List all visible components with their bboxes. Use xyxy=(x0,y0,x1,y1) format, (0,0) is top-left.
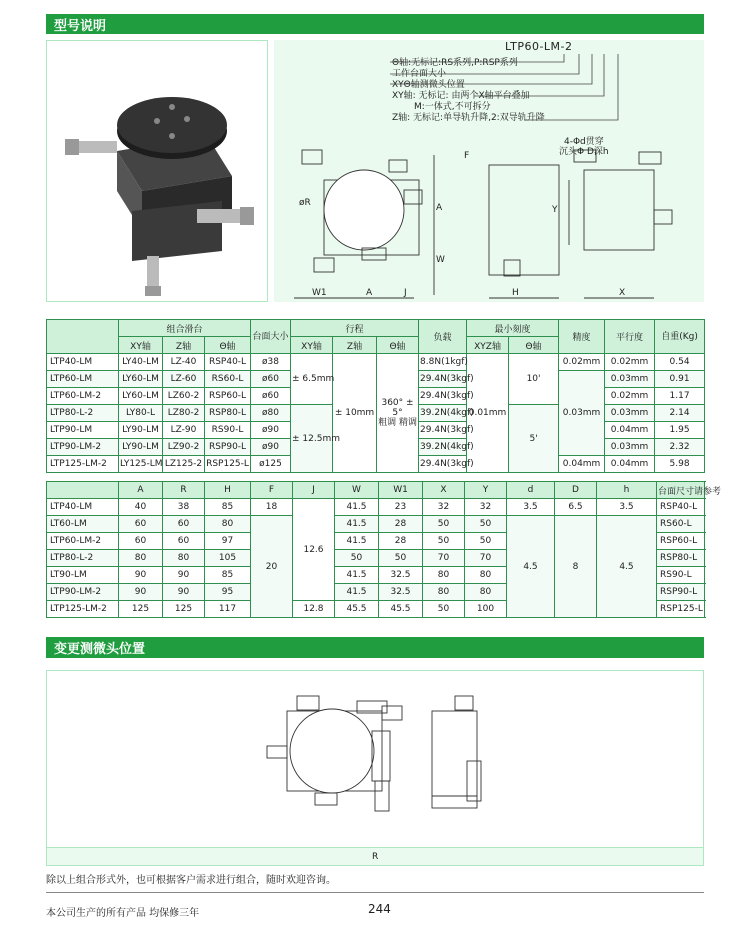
hdr-Y: Y xyxy=(465,482,507,499)
row-W1: 50 xyxy=(379,550,423,567)
micrometer-drawings xyxy=(47,671,703,847)
row-X: 50 xyxy=(423,601,465,618)
row-model: LTP40-LM xyxy=(47,354,119,371)
row-W: 41.5 xyxy=(335,516,379,533)
row-R: 90 xyxy=(163,567,205,584)
row-ref: RS90-L xyxy=(657,567,705,584)
row-W: 50 xyxy=(335,550,379,567)
dim-X: X xyxy=(619,288,626,298)
hdr-R: R xyxy=(163,482,205,499)
page-number: 244 xyxy=(368,902,391,916)
row-W1: 28 xyxy=(379,516,423,533)
hdr-scale-xyz: XYZ轴 xyxy=(467,337,509,354)
row-size: ø90 xyxy=(251,422,291,439)
hdr-combo-theta: Θ轴 xyxy=(205,337,251,354)
row-weight: 2.14 xyxy=(655,405,705,422)
accuracy-c: 0.04mm xyxy=(559,456,605,473)
section-header-model xyxy=(46,14,704,34)
row-model: LT90-LM xyxy=(47,567,119,584)
row-model: LTP80-L-2 xyxy=(47,550,119,567)
legend-theta: Θ轴:无标记:RS系列,P:RSP系列 xyxy=(392,58,518,68)
row-weight: 0.54 xyxy=(655,354,705,371)
row-load: 39.2N(4kgf) xyxy=(419,405,467,422)
row-xy: LY90-LM xyxy=(119,439,163,456)
row-A: 90 xyxy=(119,567,163,584)
row-A: 125 xyxy=(119,601,163,618)
footer-divider xyxy=(46,892,704,893)
d-first: 3.5 xyxy=(507,499,555,516)
section-header-micrometer xyxy=(46,637,704,657)
row-A: 40 xyxy=(119,499,163,516)
row-z: LZ80-2 xyxy=(163,405,205,422)
row-size: ø80 xyxy=(251,405,291,422)
row-weight: 0.91 xyxy=(655,371,705,388)
row-ref: RSP90-L xyxy=(657,584,705,601)
section-title: 型号说明 xyxy=(54,19,107,34)
row-theta: RS60-L xyxy=(205,371,251,388)
row-parallel: 0.04mm xyxy=(605,456,655,473)
row-H: 117 xyxy=(205,601,251,618)
row-A: 80 xyxy=(119,550,163,567)
spec-table xyxy=(46,319,705,473)
scale-xyz: 0.01mm xyxy=(467,354,509,473)
row-R: 80 xyxy=(163,550,205,567)
row-theta: RSP40-L xyxy=(205,354,251,371)
hdr-F: F xyxy=(251,482,293,499)
dim-J: J xyxy=(404,288,407,298)
row-X: 80 xyxy=(423,584,465,601)
row-xy: LY80-L xyxy=(119,405,163,422)
hdr-X: X xyxy=(423,482,465,499)
stroke-theta-value: 360° ± 5° xyxy=(381,398,414,418)
hdr-D: D xyxy=(555,482,597,499)
hdr-A: A xyxy=(119,482,163,499)
row-H: 97 xyxy=(205,533,251,550)
row-xy: LY125-LM xyxy=(119,456,163,473)
row-model: LTP125-LM-2 xyxy=(47,456,119,473)
hdr-ref: 台面尺寸请参考 xyxy=(657,482,705,499)
stroke-xy-b: ± 12.5mm xyxy=(291,405,333,473)
row-X: 50 xyxy=(423,516,465,533)
row-load: 39.2N(4kgf) xyxy=(419,439,467,456)
row-Y: 80 xyxy=(465,584,507,601)
row-z: LZ-90 xyxy=(163,422,205,439)
row-X: 80 xyxy=(423,567,465,584)
F-first: 18 xyxy=(251,499,293,516)
row-parallel: 0.02mm xyxy=(605,354,655,371)
row-W: 45.5 xyxy=(335,601,379,618)
legend-micrometer: XYΘ轴测微头位置 xyxy=(392,80,465,90)
row-load: 29.4N(3kgf) xyxy=(419,456,467,473)
row-z: LZ-60 xyxy=(163,371,205,388)
row-W1: 32.5 xyxy=(379,584,423,601)
row-size: ø60 xyxy=(251,388,291,405)
row-parallel: 0.03mm xyxy=(605,405,655,422)
hdr-combo-xy: XY轴 xyxy=(119,337,163,354)
scale-theta-a: 10' xyxy=(509,354,559,405)
row-load: 29.4N(3kgf) xyxy=(419,422,467,439)
J-main: 12.6 xyxy=(293,499,335,601)
row-size: ø60 xyxy=(251,371,291,388)
hdr-min-scale: 最小刻度 xyxy=(467,320,559,337)
row-Y: 70 xyxy=(465,550,507,567)
h-rest: 4.5 xyxy=(597,516,657,618)
hdr-h: h xyxy=(597,482,657,499)
row-X: 70 xyxy=(423,550,465,567)
stroke-theta-note: 粗调 精调 xyxy=(378,418,417,428)
legend-z: Z轴: 无标记:单导轨升降,2:双导轨升降 xyxy=(392,113,545,123)
dim-holes: 4-Φd贯穿 xyxy=(564,137,604,147)
row-ref: RS60-L xyxy=(657,516,705,533)
section-title: 变更测微头位置 xyxy=(54,642,146,657)
legend-xy: XY轴: 无标记: 由两个X轴平台叠加 xyxy=(392,91,530,101)
hdr-H: H xyxy=(205,482,251,499)
row-model: LTP90-LM-2 xyxy=(47,439,119,456)
row-R: 38 xyxy=(163,499,205,516)
row-z: LZ60-2 xyxy=(163,388,205,405)
J-last: 12.8 xyxy=(293,601,335,618)
row-model: LTP90-LM-2 xyxy=(47,584,119,601)
row-size: ø38 xyxy=(251,354,291,371)
table-row xyxy=(47,516,705,533)
row-xy: LY40-LM xyxy=(119,354,163,371)
scale-theta-b: 5' xyxy=(509,405,559,473)
row-H: 105 xyxy=(205,550,251,567)
row-Y: 80 xyxy=(465,567,507,584)
row-weight: 5.98 xyxy=(655,456,705,473)
stroke-theta xyxy=(377,354,419,473)
legend-m: M:一体式,不可拆分 xyxy=(414,102,491,112)
row-X: 50 xyxy=(423,533,465,550)
row-W: 41.5 xyxy=(335,533,379,550)
dim-W: W xyxy=(436,255,445,265)
row-z: LZ90-2 xyxy=(163,439,205,456)
hdr-J: J xyxy=(293,482,335,499)
row-theta: RSP90-L xyxy=(205,439,251,456)
row-A: 60 xyxy=(119,516,163,533)
caption-R: R xyxy=(372,852,379,862)
row-xy: LY60-LM xyxy=(119,388,163,405)
hdr-size: 台面大小 xyxy=(251,320,291,354)
row-theta: RSP80-L xyxy=(205,405,251,422)
row-xy: LY60-LM xyxy=(119,371,163,388)
row-Y: 32 xyxy=(465,499,507,516)
row-z: LZ-40 xyxy=(163,354,205,371)
warranty-text: 本公司生产的所有产品 均保修三年 xyxy=(46,908,200,919)
row-load: 8.8N(1kgf) xyxy=(419,354,467,371)
hdr-stroke: 行程 xyxy=(291,320,419,337)
row-parallel: 0.03mm xyxy=(605,371,655,388)
row-ref: RSP125-L xyxy=(657,601,705,618)
row-R: 90 xyxy=(163,584,205,601)
stroke-z: ± 10mm xyxy=(333,354,377,473)
dim-counterbore: 沉头Φ D深h xyxy=(559,147,609,157)
hdr-load: 负载 xyxy=(419,320,467,354)
hdr-W: W xyxy=(335,482,379,499)
row-R: 60 xyxy=(163,516,205,533)
row-load: 29.4N(3kgf) xyxy=(419,371,467,388)
dim-A: A xyxy=(436,203,443,213)
row-ref: RSP80-L xyxy=(657,550,705,567)
row-xy: LY90-LM xyxy=(119,422,163,439)
h-first: 3.5 xyxy=(597,499,657,516)
accuracy-a: 0.02mm xyxy=(559,354,605,371)
row-ref: RSP40-L xyxy=(657,499,705,516)
row-W1: 32.5 xyxy=(379,567,423,584)
hdr-combo: 组合滑台 xyxy=(119,320,251,337)
dimension-table xyxy=(46,481,722,618)
row-W: 41.5 xyxy=(335,584,379,601)
D-rest: 8 xyxy=(555,516,597,618)
hdr-scale-theta: Θ轴 xyxy=(509,337,559,354)
row-ref: RSP60-L xyxy=(657,533,705,550)
row-theta: RSP125-L xyxy=(205,456,251,473)
row-Y: 50 xyxy=(465,516,507,533)
product-photo xyxy=(47,41,267,301)
dim-R: øR xyxy=(299,198,311,208)
row-A: 90 xyxy=(119,584,163,601)
row-W1: 28 xyxy=(379,533,423,550)
row-H: 80 xyxy=(205,516,251,533)
dim-Y: Y xyxy=(552,205,558,215)
row-parallel: 0.03mm xyxy=(605,439,655,456)
row-Y: 50 xyxy=(465,533,507,550)
legend-size: 工作台面大小 xyxy=(392,69,447,79)
row-size: ø125 xyxy=(251,456,291,473)
row-Y: 100 xyxy=(465,601,507,618)
row-H: 85 xyxy=(205,567,251,584)
dim-A2: A xyxy=(366,288,373,298)
row-size: ø90 xyxy=(251,439,291,456)
hdr-stroke-z: Z轴 xyxy=(333,337,377,354)
row-parallel: 0.02mm xyxy=(605,388,655,405)
row-model: LT60-LM xyxy=(47,516,119,533)
row-A: 60 xyxy=(119,533,163,550)
row-load: 29.4N(3kgf) xyxy=(419,388,467,405)
micrometer-drawing-panel xyxy=(46,670,704,866)
row-model: LTP80-L-2 xyxy=(47,405,119,422)
product-photo-panel xyxy=(46,40,268,302)
dim-H: H xyxy=(512,288,519,298)
row-W1: 45.5 xyxy=(379,601,423,618)
row-R: 125 xyxy=(163,601,205,618)
dim-W1: W1 xyxy=(312,288,327,298)
table-row xyxy=(47,354,705,371)
row-theta: RS90-L xyxy=(205,422,251,439)
hdr-weight: 自重(Kg) xyxy=(655,320,705,354)
row-model: LTP60-LM xyxy=(47,371,119,388)
row-X: 32 xyxy=(423,499,465,516)
row-model: LTP40-LM xyxy=(47,499,119,516)
dimension-drawings xyxy=(274,40,704,302)
hdr-W1: W1 xyxy=(379,482,423,499)
row-weight: 1.95 xyxy=(655,422,705,439)
row-theta: RSP60-L xyxy=(205,388,251,405)
table-row xyxy=(47,499,705,516)
row-W: 41.5 xyxy=(335,567,379,584)
row-model: LTP90-LM xyxy=(47,422,119,439)
d-rest: 4.5 xyxy=(507,516,555,618)
row-model: LTP60-LM-2 xyxy=(47,388,119,405)
row-R: 60 xyxy=(163,533,205,550)
row-weight: 1.17 xyxy=(655,388,705,405)
hdr-parallelism: 平行度 xyxy=(605,320,655,354)
row-W1: 23 xyxy=(379,499,423,516)
hdr-combo-z: Z轴 xyxy=(163,337,205,354)
divider xyxy=(46,657,704,658)
hdr-accuracy: 精度 xyxy=(559,320,605,354)
D-first: 6.5 xyxy=(555,499,597,516)
hdr-stroke-theta: Θ轴 xyxy=(377,337,419,354)
stroke-xy-a: ± 6.5mm xyxy=(291,354,333,405)
row-H: 85 xyxy=(205,499,251,516)
accuracy-b: 0.03mm xyxy=(559,371,605,456)
model-code: LTP60-LM-2 xyxy=(505,40,573,53)
row-parallel: 0.04mm xyxy=(605,422,655,439)
row-z: LZ125-2 xyxy=(163,456,205,473)
row-W: 41.5 xyxy=(335,499,379,516)
hdr-d: d xyxy=(507,482,555,499)
row-model: LTP125-LM-2 xyxy=(47,601,119,618)
combination-note: 除以上组合形式外，也可根据客户需求进行组合，随时欢迎咨询。 xyxy=(46,875,336,886)
F-rest: 20 xyxy=(251,516,293,618)
hdr-stroke-xy: XY轴 xyxy=(291,337,333,354)
row-weight: 2.32 xyxy=(655,439,705,456)
row-H: 95 xyxy=(205,584,251,601)
row-model: LTP60-LM-2 xyxy=(47,533,119,550)
dim-F: F xyxy=(464,151,470,161)
